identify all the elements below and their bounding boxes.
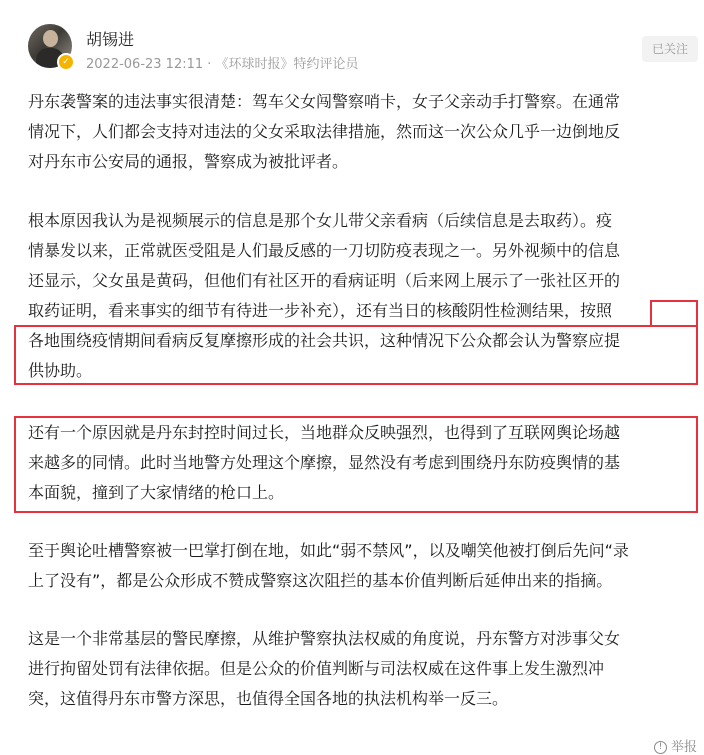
text-line: 对丹东市公安局的通报，警察成为被批评者。 (28, 152, 349, 171)
text-line: 还显示，父女虽是黄码，但他们有社区开的看病证明（后来网上展示了一张社区开的 (28, 271, 621, 290)
text-line: 丹东袭警案的违法事实很清楚：驾车父女闯警察哨卡，女子父亲动手打警察。在通常 (28, 92, 621, 111)
text-line: 各地围绕疫情期间看病反复摩擦形成的社会共识，这种情况下公众都会认为警察应提 (28, 331, 621, 350)
author-name[interactable]: 胡锡进 (86, 30, 135, 49)
highlight-box-main (14, 325, 698, 385)
text-line: 突，这值得丹东市警方深思，也值得全国各地的执法机构举一反三。 (28, 689, 509, 708)
report-label: 举报 (671, 740, 698, 755)
text-line: 供协助。 (28, 361, 93, 380)
text-line: 至于舆论吐槽警察被一巴掌打倒在地，如此“弱不禁风”，以及嘲笑他被打倒后先问“录 (28, 541, 629, 560)
follow-button[interactable]: 已关注 (642, 36, 698, 62)
verified-badge-icon: ✓ (57, 53, 75, 71)
text-line: 情况下，人们都会支持对违法的父女采取法律措施，然而这一次公众几乎一边倒地反 (28, 122, 621, 141)
text-line: 根本原因我认为是视频展示的信息是那个女儿带父亲看病（后续信息是去取药）。疫 (28, 211, 613, 230)
highlight-box-paragraph (14, 416, 698, 513)
text-line: 还有一个原因就是丹东封控时间过长，当地群众反映强烈，也得到了互联网舆论场越 (28, 423, 621, 442)
text-line: 进行拘留处罚有法律依据。但是公众的价值判断与司法权威在这件事上发生激烈冲 (28, 659, 605, 678)
text-line: 上了没有”，都是公众形成不赞成警察这次阻拦的基本价值判断后延伸出来的指摘。 (28, 571, 613, 590)
paragraph-5 (28, 624, 700, 714)
text-line: 情暴发以来，正常就医受阻是人们最反感的一刀切防疫表现之一。另外视频中的信息 (28, 241, 621, 260)
highlight-box-start (650, 300, 698, 327)
post-header (0, 0, 704, 80)
text-line: 这是一个非常基层的警民摩擦，从维护警察执法权威的角度说，丹东警方对涉事父女 (28, 629, 621, 648)
report-link[interactable] (654, 736, 697, 755)
text-line: 来越多的同情。此时当地警方处理这个摩擦，显然没有考虑到围绕丹东防疫舆情的基 (28, 453, 621, 472)
post-meta: 2022-06-23 12:11 · 《环球时报》特约评论员 (86, 57, 359, 72)
paragraph-1 (28, 87, 700, 177)
paragraph-4 (28, 536, 700, 596)
text-line: 取药证明，看来事实的细节有待进一步补充），还有当日的核酸阴性检测结果，按照 (28, 301, 613, 320)
report-icon: ! (654, 741, 667, 754)
avatar-face (43, 30, 58, 47)
text-line: 本面貌，撞到了大家情绪的枪口上。 (28, 483, 285, 502)
